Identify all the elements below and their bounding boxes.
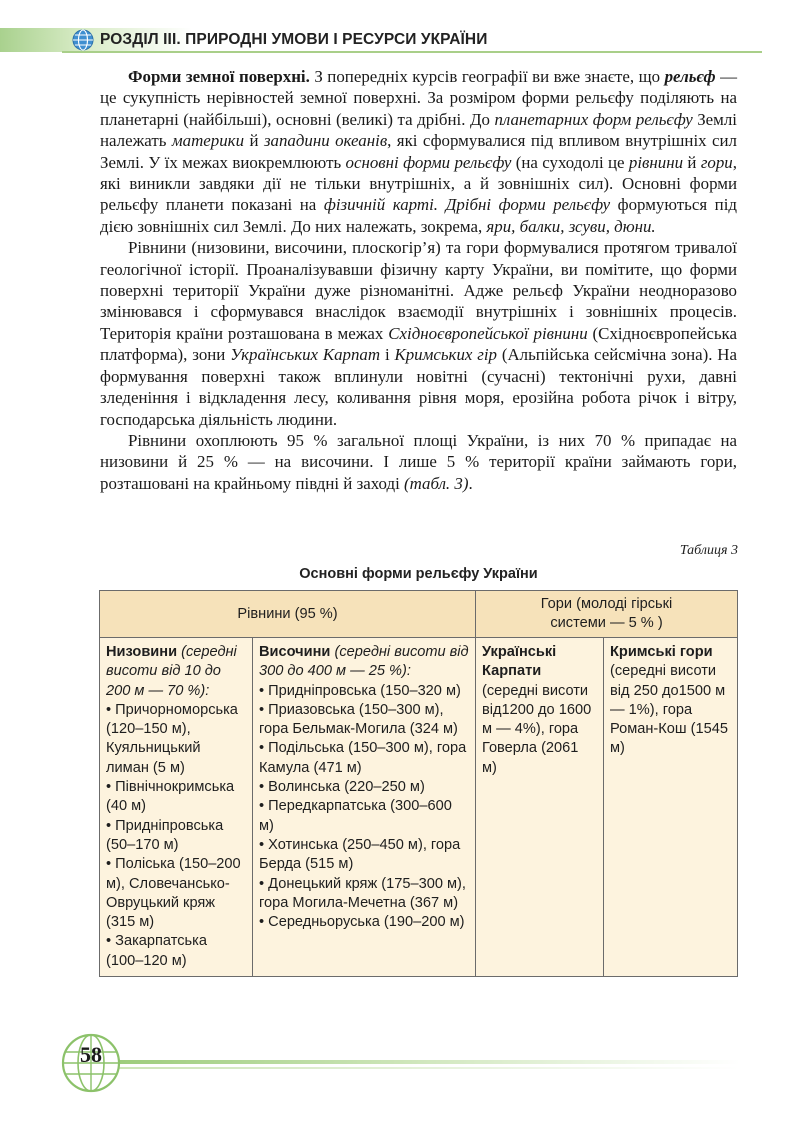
list-item: • Середньоруська (190–200 м): [259, 914, 465, 931]
list-item: • Причорноморська (120–150 м), Куяльницький лиман (5 м): [106, 701, 238, 776]
relief-table: [99, 590, 738, 977]
header-mountains: Гори (молоді гірські системи — 5 % ): [476, 591, 738, 638]
carpathians-title: Українські Карпати: [482, 644, 557, 680]
list-item: • Поліська (150–200 м), Словечансько-Овруцький кряж (315 м): [106, 856, 241, 931]
list-item: • Приазовська (150–300 м), гора Бельмак-Могила (324 м): [259, 701, 458, 738]
section-title: РОЗДІЛ III. ПРИРОДНІ УМОВИ І РЕСУРСИ УКРАЇНИ: [100, 31, 488, 48]
term-relief: рельєф: [664, 67, 716, 86]
list-item: • Передкарпатська (300–600 м): [259, 798, 452, 834]
lowlands-subtitle: (середні висоти від 10 до 200 м — 70 %):: [106, 644, 237, 699]
list-item: • Донецький кряж (175–300 м), гора Могила-Мечетна (367 м): [259, 875, 466, 911]
table-body-row: [100, 638, 738, 977]
body-text: [100, 66, 737, 494]
paragraph-2: Рівнини (низовини, височини, плоскогір’я) та гори формувалися протягом тривалої геологічної історії. Проаналізувавши фізичну карту України, ви помітите, що форми поверхні території України дуже різноманітні. Адже рельєф України неодноразово змінювався і сформувався внаслідок взаємодії внутрішніх і зовнішніх процесів. Територія країни розташована в межах Східноєвропейської рівнини (Східноєвропейська платформа), зони Українських Карпат і Кримських гір (Альпійська сейсмічна зона). На формування поверхні також вплинули новітні (сучасні) тектонічні рухи, давні зледеніння і відкладення лесу, коливання рівня моря, ерозійна робота річок і вітру, господарська діяльність людини.: [100, 238, 737, 429]
footer-rule-secondary: [118, 1067, 740, 1069]
paragraph-1: Форми земної поверхні. З попередніх курсів географії ви вже знаєте, що рельєф — це сукупність нерівностей земної поверхні. За розміром форми рельєфу поділяють на планетарні (найбільші), основні (великі) та дрібні. До планетарних форм рельєфу Землі належать материки й западини океанів, які сформувалися під впливом внутрішніх сил Землі. У їх межах виокремлюють основні форми рельєфу (на суходолі це рівнини й гори, які виникли завдяки дії не тільки внутрішніх, а й зовнішніх сил). Основні форми рельєфу планети показані на фізичній карті. Дрібні форми рельєфу формуються під дією зовнішніх сил Землі. До них належать, зокрема, яри, балки, зсуви, дюни.: [100, 67, 738, 236]
table-header-row: [100, 591, 738, 638]
uplands-subtitle: (середні висоти від 300 до 400 м — 25 %):: [259, 644, 469, 680]
footer-rule: [110, 1060, 740, 1064]
term-heading: Форми земної поверхні.: [128, 67, 310, 86]
crimean-title: Кримські гори: [610, 644, 713, 660]
lowlands-list: [106, 701, 246, 971]
uplands-list: [259, 682, 469, 933]
crimean-cell: [604, 638, 738, 977]
list-item: • Придніпровська (150–320 м): [259, 682, 461, 699]
list-item: • Закарпатська (100–120 м): [106, 933, 207, 969]
table-title: Основні форми рельєфу України: [299, 566, 538, 582]
carpathians-text: (середні висоти від1200 до 1600 м — 4%), гора Говерла (2061 м): [482, 682, 592, 776]
uplands-cell: [253, 638, 476, 977]
list-item: • Хотинська (250–450 м), гора Берда (515 м): [259, 836, 461, 873]
globe-icon: [72, 29, 94, 51]
lowlands-cell: [100, 638, 253, 977]
list-item: • Придніпровська (50–170 м): [106, 817, 224, 853]
header-plains: Рівнини (95 %): [100, 591, 476, 638]
paragraph-3: Рівнини охоплюють 95 % загальної площі України, із них 70 % припадає на низовини й 25 % — на височини. І лише 5 % території країни займають гори, розташовані на крайньому півдні й заході (табл. 3).: [100, 430, 737, 493]
table-caption: Таблиця 3: [679, 543, 738, 558]
list-item: • Подільська (150–300 м), гора Камула (471 м): [259, 740, 467, 776]
uplands-title: Височини: [259, 644, 331, 660]
list-item: • Волинська (220–250 м): [259, 779, 425, 796]
crimean-text: (середні висоти від 250 до1500 м — 1%), гора Роман-Кош (1545 м): [610, 663, 728, 757]
page-number: 58: [80, 1042, 102, 1067]
list-item: • Північнокримська (40 м): [106, 779, 235, 815]
carpathians-cell: [476, 638, 604, 977]
header-rule: [62, 51, 762, 53]
lowlands-title: Низовини: [106, 644, 178, 660]
table-reference: (табл. 3): [404, 473, 469, 493]
